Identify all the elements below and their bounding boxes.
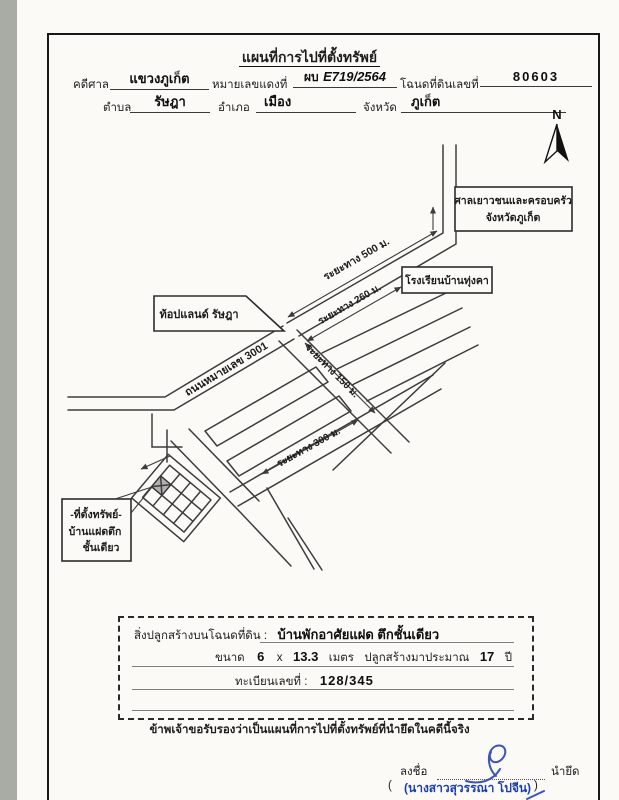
field-label-subdistrict: ตำบล — [103, 102, 132, 114]
field-value-province: ภูเก็ต — [401, 91, 566, 113]
page-title: แผนที่การไปที่ตั้งทรัพย์ — [239, 49, 380, 67]
building-row — [134, 624, 439, 645]
compass-icon — [545, 124, 569, 162]
property-label-line2: บ้านแฝดตึก — [68, 526, 122, 538]
rule-line — [132, 710, 514, 711]
field-label-district: อำเภอ — [218, 102, 250, 114]
signer-role: นำยึด — [551, 766, 580, 778]
size-unit: เมตร — [328, 652, 354, 664]
registration-value: 128/345 — [319, 673, 374, 688]
signer-name: (นางสาวสุวรรณา โปจีน) — [404, 781, 532, 795]
topland-label: ท้อปแลนด์ รัษฎา — [159, 309, 239, 321]
distance-260m-label: ระยะทาง 260 ม. — [316, 282, 384, 328]
distance-500m-label: ระยะทาง 500 ม. — [321, 235, 392, 284]
field-value-court: แขวงภูเก็ต — [110, 68, 209, 90]
compass-north-label: N — [552, 107, 562, 122]
age-label: ปลูกสร้างมาประมาณ — [364, 652, 470, 664]
certification-text: ข้าพเจ้าขอรับรองว่าเป็นแผนที่การไปที่ตั้งทรัพย์ที่นำยึดในคดีนี้จริง — [149, 724, 470, 736]
size-row — [215, 648, 512, 667]
school-label: โรงเรียนบ้านทุ่งคา — [405, 275, 489, 287]
sign-label: ลงชื่อ — [400, 766, 428, 778]
field-value-case-number: ผบ E719/2564 — [293, 68, 397, 88]
field-value-district: เมือง — [256, 91, 356, 113]
paren-close: ) — [534, 780, 538, 792]
field-label-court: คดีศาล — [73, 79, 109, 91]
court-label-line1: ศาลเยาวชนและครอบครัว — [454, 195, 572, 207]
field-label-case-number: หมายเลขแดงที่ — [212, 79, 288, 91]
field-label-deed-number: โฉนดที่ดินเลขที่ — [400, 79, 479, 91]
road-3001-label: ถนนหมายเลข 3001 — [182, 339, 270, 399]
registration-label: ทะเบียนเลขที่ : — [235, 676, 308, 688]
distance-150m-label: ระยะทาง 150 ม. — [302, 342, 361, 401]
building-label: สิ่งปลูกสร้างบนโฉนดที่ดิน : — [134, 630, 268, 642]
age-unit: ปี — [504, 652, 513, 664]
field-value-subdistrict: รัษฎา — [130, 91, 210, 113]
property-label-line1: -ที่ตั้งทรัพย์- — [70, 509, 122, 521]
size-times: x — [276, 652, 283, 664]
paren-open: ( — [388, 780, 392, 792]
size-label: ขนาด — [215, 652, 245, 664]
size-length-value: 13.3 — [293, 649, 319, 664]
size-width-value: 6 — [257, 649, 265, 664]
property-label-line3: ชั้นเดียว — [82, 542, 120, 554]
distance-300m-label: ระยะทาง 300 ม. — [275, 425, 343, 470]
age-value: 17 — [479, 649, 495, 664]
signature-line — [437, 765, 545, 780]
court-box — [455, 187, 572, 231]
court-label-line2: จังหวัดภูเก็ต — [485, 212, 541, 224]
field-value-deed-number: 80603 — [480, 68, 592, 87]
property-plot-marker — [152, 476, 171, 495]
field-label-province: จังหวัด — [363, 102, 397, 114]
building-details-box — [118, 616, 534, 720]
registration-row — [235, 672, 374, 691]
building-value: บ้านพักอาศัยแฝด ตึกชั้นเดียว — [277, 627, 440, 642]
